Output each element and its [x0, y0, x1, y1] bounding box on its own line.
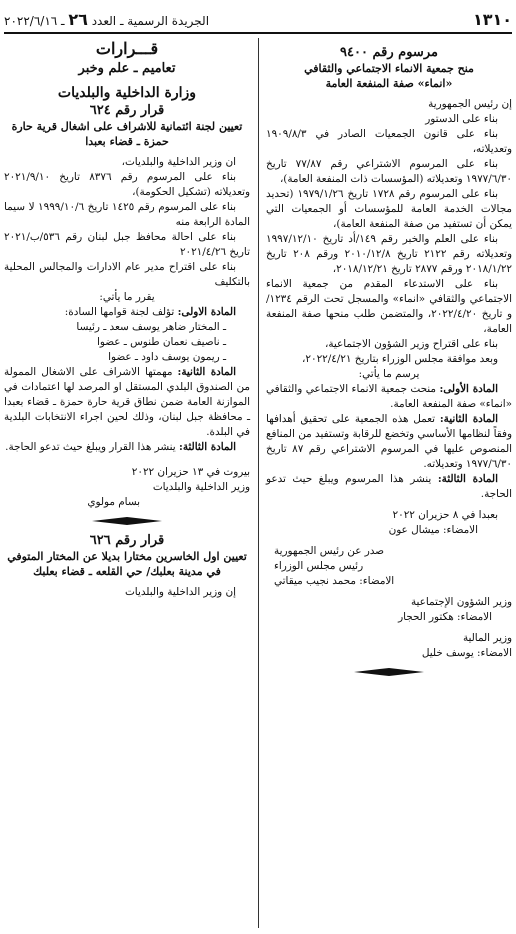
- article-3-text: ينشر هذا المرسوم ويبلغ حيث تدعو الحاجة.: [266, 473, 512, 500]
- article-2: [266, 412, 512, 472]
- minister-social-signature: الامضاء: هكتور الحجار: [398, 611, 492, 623]
- article-2-text: تعمل هذه الجمعية على تحقيق أهدافها وفقاً لنظامها الأساسي وتخضع للرقابة وتستفيد من المنافع المنصوص عليها في المرسوم الاشتراعي رقم ٨٧ تاريخ ١٩٧٧/٦/٣٠ وتعديلاته.: [266, 413, 512, 470]
- article-1: [266, 382, 512, 412]
- article-1-text: منحت جمعية الانماء الاجتماعي والثقافي «انماء» صفة المنفعة العامة.: [266, 383, 512, 410]
- decision-624-line: بناء على المرسوم رقم ١٤٢٥ تاريخ ١٩٩٩/١٠/٦ لا سيما المادة الرابعة منه: [4, 201, 250, 228]
- committee-member: ـ المختار ضاهر يوسف سعد ـ رئيسا: [76, 321, 226, 333]
- decision-624-subject: تعيين لجنة ائتمانية للاشراف على اشغال قرية حارة حمزة ـ قضاء بعبدا: [11, 120, 243, 148]
- decree-line: بناء على اقتراح وزير الشؤون الاجتماعية،: [324, 338, 498, 350]
- decree-place-date: بعبدا في ٨ حزيران ٢٠٢٢: [392, 509, 498, 521]
- separator-ornament: [354, 667, 424, 677]
- decree-title: مرسوم رقم ٩٤٠٠: [340, 45, 438, 60]
- committee-member: ـ ريمون يوسف داود ـ عضوا: [108, 351, 226, 363]
- decision-624-article-3-text: ينشر هذا القرار ويبلغ حيث تدعو الحاجة.: [5, 441, 180, 453]
- committee-member: ـ ناصيف نعمان طنوس ـ عضوا: [96, 336, 226, 348]
- decree-line: بناء على قانون الجمعيات الصادر في ١٩٠٩/٨/٣ وتعديلاته،: [266, 128, 512, 155]
- decision-626-preamble: إن وزير الداخلية والبلديات: [125, 586, 236, 598]
- gazette-name: الجريدة الرسمية ـ العدد: [87, 13, 210, 28]
- decree-subject: منح جمعية الانماء الاجتماعي والثقافي: [304, 62, 474, 75]
- decision-624-article-2-label: المادة الثانية:: [177, 366, 236, 378]
- decision-624-preamble: ان وزير الداخلية والبلديات،: [121, 156, 236, 168]
- decision-624-article-1: [4, 305, 250, 320]
- decree-preamble: إن رئيس الجمهورية: [428, 98, 512, 110]
- left-column: [4, 38, 250, 600]
- decree-line: بناء على المرسوم الاشتراعي رقم ٧٧/٨٧ تاريخ ١٩٧٧/٦/٣٠ وتعديلاته (المؤسسات ذات المنفعة العامة)،: [266, 158, 512, 185]
- decision-626-title: قرار رقم ٦٢٦: [89, 533, 165, 548]
- decision-624-decides: يقرر ما يأتي:: [99, 291, 155, 303]
- issue-number: ٢٦: [68, 9, 88, 29]
- decision-624-article-1-text: تؤلف لجنة قوامها السادة:: [64, 306, 178, 318]
- minister-finance-signature: الامضاء: يوسف خليل: [421, 647, 512, 659]
- decree-subject-2: «انماء» صفة المنفعة العامة: [325, 77, 453, 90]
- section-title: قـــرارات: [95, 39, 159, 58]
- section-subtitle: تعاميم ـ علم وخبر: [78, 61, 176, 76]
- page-header: [4, 6, 512, 34]
- decision-624-line: بناء على احالة محافظ جبل لبنان رقم ٥٣٦/ب/٢٠٢١ تاريخ ٢٠٢١/٤/٢٦: [4, 231, 250, 258]
- decree-line: بناء على العلم والخبر رقم ١٤٩/أد تاريخ ١٩٩٧/١٢/١٠ وتعديلاته رقم ٢١٢٢ تاريخ ٢٠١٠/١٢/٨ ورقم ٢٠٨ تاريخ ٢٠١٨/١/٢٢ ورقم ٢٨٧٧ تاريخ ٢٠١٨/١٢/٢١،: [266, 233, 513, 275]
- article-1-label: المادة الأولى:: [439, 383, 498, 395]
- decree-line: بناء على المرسوم رقم ١٧٢٨ تاريخ ١٩٧٩/١/٢٦ (تحديد مجالات الخدمة العامة للمؤسسات أو الجمعيات التي يمكن أن تستفيد من صفة المنفعة العامة)،: [266, 188, 512, 230]
- decree-line: يرسم ما يأتي:: [358, 368, 420, 380]
- decision-624-minister: وزير الداخلية والبلديات: [152, 481, 250, 493]
- issued-by: صدر عن رئيس الجمهورية: [274, 545, 385, 557]
- article-3-label: المادة الثالثة:: [437, 473, 498, 485]
- decision-624-article-1-label: المادة الاولى:: [177, 306, 236, 318]
- ministry-name: وزارة الداخلية والبلديات: [57, 85, 197, 101]
- president-signature: الامضاء: ميشال عون: [388, 524, 478, 536]
- decree-line: بناء على الدستور: [425, 113, 498, 125]
- column-divider: [258, 38, 259, 928]
- right-column: [266, 38, 512, 683]
- pm-title: رئيس مجلس الوزراء: [274, 560, 364, 572]
- decision-624-article-3: [4, 440, 250, 455]
- decision-624-article-2: [4, 365, 250, 440]
- decree-line: وبعد موافقة مجلس الوزراء بتاريخ ٢٠٢٢/٤/٢١،: [302, 353, 498, 365]
- decision-624-title: قرار رقم ٦٢٤: [89, 103, 165, 118]
- gazette-header-left: [4, 10, 209, 29]
- decision-624-article-3-label: المادة الثالثة:: [179, 441, 236, 453]
- page-number: ١٣١٠: [472, 9, 512, 29]
- decision-624-line: بناء على المرسوم رقم ٨٣٧٦ تاريخ ٢٠٢١/٩/١٠ وتعديلاته (تشكيل الحكومة)،: [4, 171, 250, 198]
- separator-ornament: [92, 516, 162, 526]
- minister-social-title: وزير الشؤون الإجتماعية: [410, 596, 512, 608]
- decision-624-signature: بسام مولوي: [87, 496, 140, 508]
- minister-finance-title: وزير المالية: [462, 632, 512, 644]
- decree-line: بناء على الاستدعاء المقدم من جمعية الانماء الاجتماعي والثقافي «انماء» والمسجل تحت الرقم ١٢٣٤/و تاريخ ٢٠٢٢/٤/٢٠، والمتضمن طلب منحها صفة المنفعة العامة،: [266, 278, 512, 335]
- pm-signature: الامضاء: محمد نجيب ميقاتي: [274, 575, 395, 587]
- decision-624-place-date: بيروت في ١٣ حزيران ٢٠٢٢: [131, 466, 250, 478]
- article-2-label: المادة الثانية:: [439, 413, 498, 425]
- issue-date: ـ ٢٠٢٢/٦/١٦: [4, 13, 69, 28]
- decision-626-subject: تعيين اول الخاسرين مختارا بديلا عن المختار المتوفي في مدينة بعلبك/ حي القلعه ـ قضاء بعلبك: [7, 550, 247, 578]
- decision-624-line: بناء على اقتراح مدير عام الادارات والمجالس المحلية بالتكليف: [4, 261, 250, 288]
- decision-624-article-2-text: مهمتها الاشراف على الاشغال الممولة من الصندوق البلدي المستقل او المرصد لها اعتمادات في الموازنة العامة ضمن نطاق قرية حارة حمزة ـ قضاء بعبدا ـ محافظة جبل لبنان، وذلك لحين اجراء الانتخابات البلدية في البلدة.: [4, 366, 250, 438]
- article-3: [266, 472, 512, 502]
